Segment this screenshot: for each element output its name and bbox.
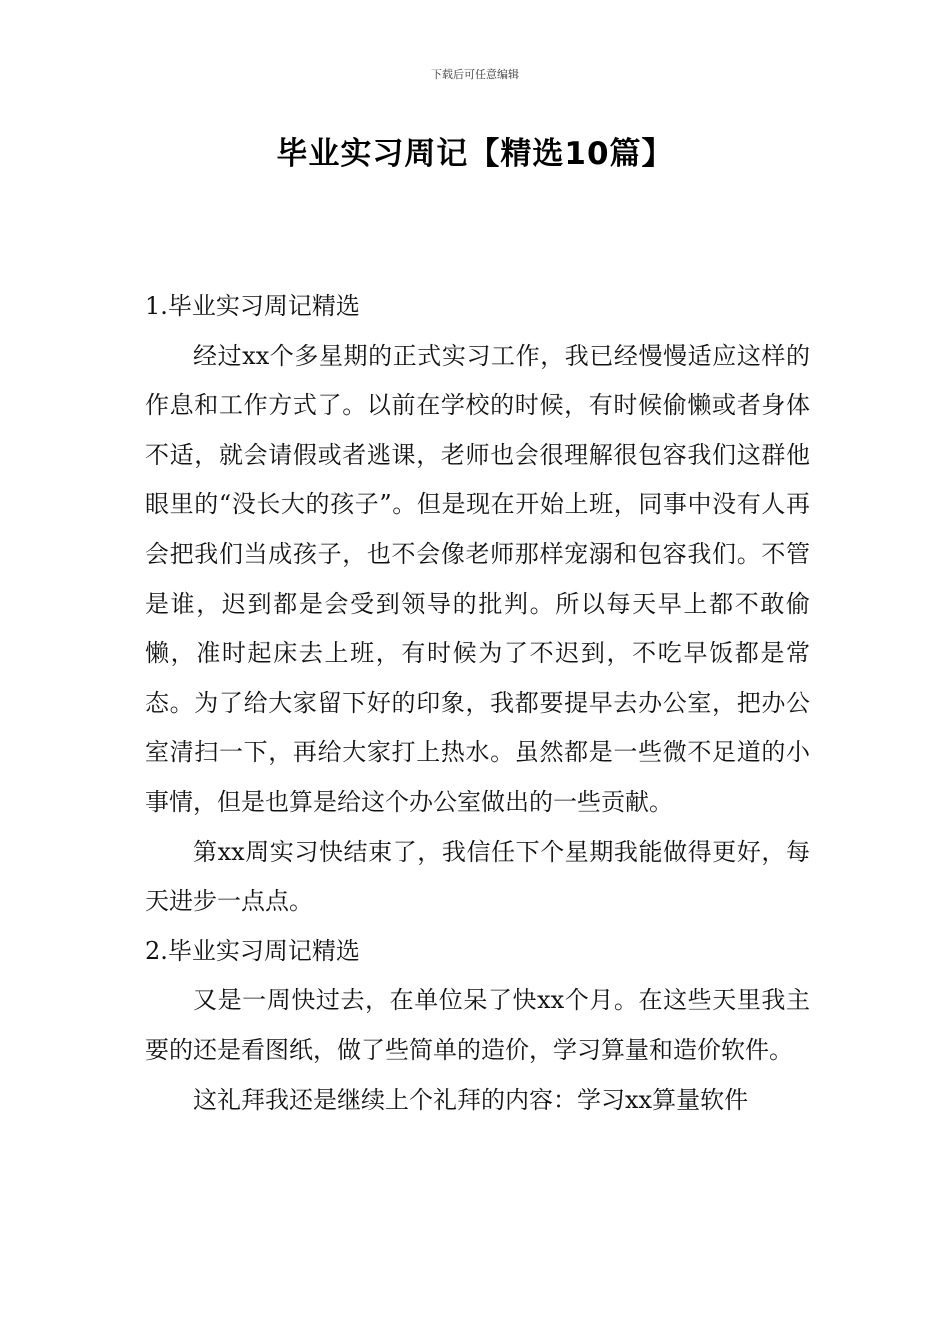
document-body [145, 282, 810, 1125]
section-1-paragraph-2: 第xx周实习快结束了，我信任下个星期我能做得更好，每天进步一点点。 [145, 837, 810, 916]
section-heading-2: 2.毕业实习周记精选 [145, 936, 360, 965]
document-title: 毕业实习周记【精选10篇】 [276, 136, 674, 172]
section-1-paragraph-1: 经过xx个多星期的正式实习工作，我已经慢慢适应这样的作息和工作方式了。以前在学校的时候，有时候偷懒或者身体不适，就会请假或者逃课，老师也会很理解很包容我们这群他眼里的“没长大的孩子”。但是现在开始上班，同事中没有人再会把我们当成孩子，也不会像老师那样宠溺和包容我们。不管是谁，迟到都是会受到领导的批判。所以每天早上都不敢偷懒，准时起床去上班，有时候为了不迟到，不吃早饭都是常态。为了给大家留下好的印象，我都要提早去办公室，把办公室清扫一下，再给大家打上热水。虽然都是一些微不足道的小事情，但是也算是给这个办公室做出的一些贡献。 [145, 341, 810, 816]
section-2-paragraph-2: 这礼拜我还是继续上个礼拜的内容：学习xx算量软件 [193, 1085, 749, 1114]
header-note: 下载后可任意编辑 [431, 68, 519, 81]
section-heading-1: 1.毕业实习周记精选 [145, 292, 360, 320]
section-2-paragraph-1: 又是一周快过去，在单位呆了快xx个月。在这些天里我主要的还是看图纸，做了些简单的造价，学习算量和造价软件。 [145, 986, 810, 1064]
